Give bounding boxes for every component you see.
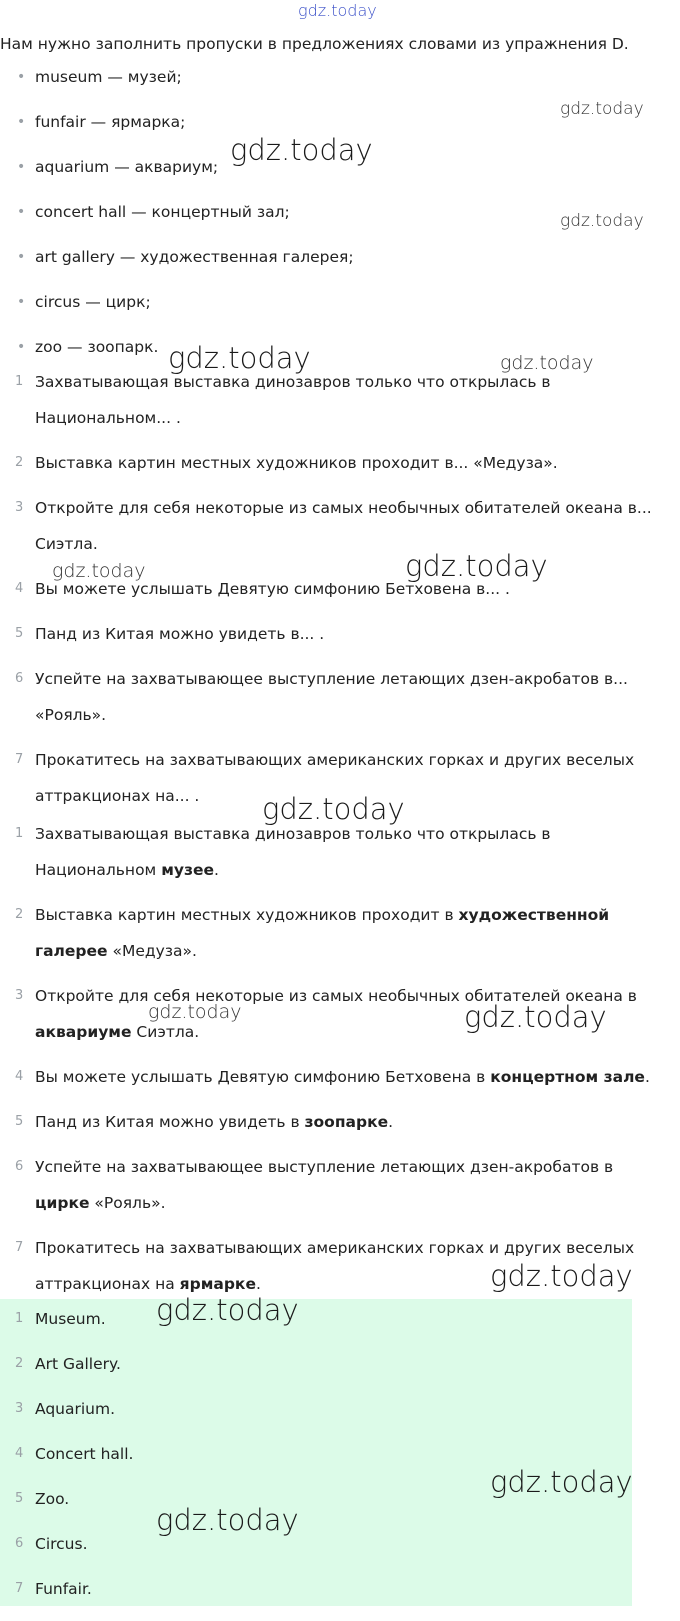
sentence-item — [0, 816, 670, 888]
item-number: 6 — [15, 671, 24, 686]
sentence-item — [0, 1149, 670, 1221]
sentence-after: . — [388, 1113, 394, 1131]
sentence-item — [0, 364, 670, 436]
sentence-answer: концертном зале — [490, 1068, 645, 1086]
item-number: 7 — [15, 1240, 24, 1255]
sentence-item — [0, 1059, 670, 1095]
sentence-item — [0, 571, 670, 607]
item-number: 3 — [15, 500, 24, 515]
item-number: 6 — [15, 1159, 24, 1174]
sentence-after: . — [214, 861, 219, 879]
watermark: gdz.today — [560, 99, 644, 119]
sentence-text: Вы можете услышать Девятую симфонию Бетховена в... . — [35, 580, 510, 598]
sentence-answer: музее — [161, 861, 214, 879]
sentence-after: Сиэтла. — [131, 1023, 200, 1041]
watermark: gdz.today — [500, 352, 594, 374]
watermark: gdz.today — [262, 792, 405, 826]
list-item: • zoo — зоопарк. — [0, 334, 680, 379]
watermark: gdz.today — [156, 1503, 299, 1537]
list-item: • concert hall — концертный зал; — [0, 199, 680, 244]
item-number: 7 — [15, 752, 24, 767]
item-number: 1 — [15, 826, 24, 841]
list-item — [0, 1306, 632, 1351]
item-number: 6 — [15, 1536, 24, 1551]
item-number: 1 — [15, 374, 24, 389]
sentence-item — [0, 1104, 670, 1140]
item-number: 5 — [15, 1114, 24, 1129]
sentence-before: Вы можете услышать Девятую симфонию Бетховена в — [35, 1068, 491, 1086]
answer-text: Art Gallery. — [35, 1355, 121, 1373]
watermark: gdz.today — [490, 1259, 633, 1293]
watermark: gdz.today — [148, 1001, 242, 1023]
sentence-item — [0, 1230, 670, 1302]
sentence-item — [0, 978, 670, 1050]
list-item — [0, 1576, 632, 1621]
sentence-answer: цирке — [35, 1194, 90, 1212]
sentence-item — [0, 490, 670, 562]
sentence-answer: зоопарке — [304, 1113, 389, 1131]
item-number: 4 — [15, 1069, 24, 1084]
list-item: • funfair — ярмарка; — [0, 109, 680, 154]
sentence-text: Откройте для себя некоторые из самых необычных обитателей океана в... Сиэтла. — [35, 499, 652, 553]
list-item: • art gallery — художественная галерея; — [0, 244, 680, 289]
answer-text: Zoo. — [35, 1490, 70, 1508]
sentence-answer: ярмарке — [179, 1275, 256, 1293]
item-number: 2 — [15, 907, 24, 922]
answer-text: Museum. — [35, 1310, 106, 1328]
sentence-item — [0, 742, 670, 814]
sentence-item — [0, 616, 670, 652]
sentence-after: «Медуза». — [107, 942, 197, 960]
item-number: 1 — [15, 1311, 24, 1326]
item-number: 5 — [15, 626, 24, 641]
answer-text: Aquarium. — [35, 1400, 116, 1418]
sentence-item — [0, 445, 670, 481]
sentence-item — [0, 897, 670, 969]
answer-text: Funfair. — [35, 1580, 92, 1598]
list-item: • circus — цирк; — [0, 289, 680, 334]
blank-sentences — [0, 364, 670, 823]
item-number: 7 — [15, 1581, 24, 1596]
watermark-top: gdz.today — [298, 1, 377, 20]
filled-sentences — [0, 816, 670, 1311]
watermark: gdz.today — [52, 560, 146, 582]
sentence-item — [0, 661, 670, 733]
sentence-answer: аквариуме — [35, 1023, 132, 1041]
sentence-before: Откройте для себя некоторые из самых необычных обитателей океана в — [35, 987, 637, 1005]
watermark: gdz.today — [490, 1465, 633, 1499]
sentence-after: . — [644, 1068, 650, 1086]
list-item: • aquarium — аквариум; — [0, 154, 680, 199]
sentence-text: Прокатитесь на захватывающих американских горках и других веселых аттракционах на... . — [35, 751, 635, 805]
list-item — [0, 1486, 632, 1531]
item-number: 4 — [15, 581, 24, 596]
sentence-answer: художественной галерее — [35, 906, 610, 960]
word-list — [0, 64, 680, 379]
sentence-after: «Рояль». — [89, 1194, 166, 1212]
list-item — [0, 1396, 632, 1441]
answer-list — [0, 1306, 632, 1621]
item-number: 4 — [15, 1446, 24, 1461]
watermark: gdz.today — [464, 1000, 607, 1034]
list-item — [0, 1351, 632, 1396]
sentence-after: . — [255, 1275, 261, 1293]
sentence-before: Панд из Китая можно увидеть в — [35, 1113, 305, 1131]
item-number: 2 — [15, 1356, 24, 1371]
intro-text: Нам нужно заполнить пропуски в предложениях словами из упражнения D. — [0, 35, 629, 53]
item-number: 3 — [15, 1401, 24, 1416]
watermark: gdz.today — [156, 1293, 299, 1327]
watermark: gdz.today — [560, 211, 644, 231]
item-number: 3 — [15, 988, 24, 1003]
list-item — [0, 1531, 632, 1576]
item-number: 2 — [15, 455, 24, 470]
sentence-text: Успейте на захватывающее выступление летающих дзен-акробатов в... «Рояль». — [35, 670, 628, 724]
sentence-before: Прокатитесь на захватывающих американских горках и других веселых аттракционах на — [35, 1239, 635, 1293]
answer-text: Concert hall. — [35, 1445, 134, 1463]
watermark: gdz.today — [405, 549, 548, 583]
list-item: • museum — музей; — [0, 64, 680, 109]
sentence-text: Выставка картин местных художников проходит в... «Медуза». — [35, 454, 558, 472]
list-item — [0, 1441, 632, 1486]
answer-text: Circus. — [35, 1535, 88, 1553]
sentence-text: Захватывающая выставка динозавров только что открылась в Национальном... . — [35, 373, 551, 427]
sentence-before: Успейте на захватывающее выступление летающих дзен-акробатов в — [35, 1158, 614, 1176]
watermark: gdz.today — [230, 133, 373, 167]
sentence-before: Захватывающая выставка динозавров только что открылась в Национальном — [35, 825, 551, 879]
sentence-before: Выставка картин местных художников проходит в — [35, 906, 459, 924]
item-number: 5 — [15, 1491, 24, 1506]
watermark: gdz.today — [168, 341, 311, 375]
sentence-text: Панд из Китая можно увидеть в... . — [35, 625, 325, 643]
